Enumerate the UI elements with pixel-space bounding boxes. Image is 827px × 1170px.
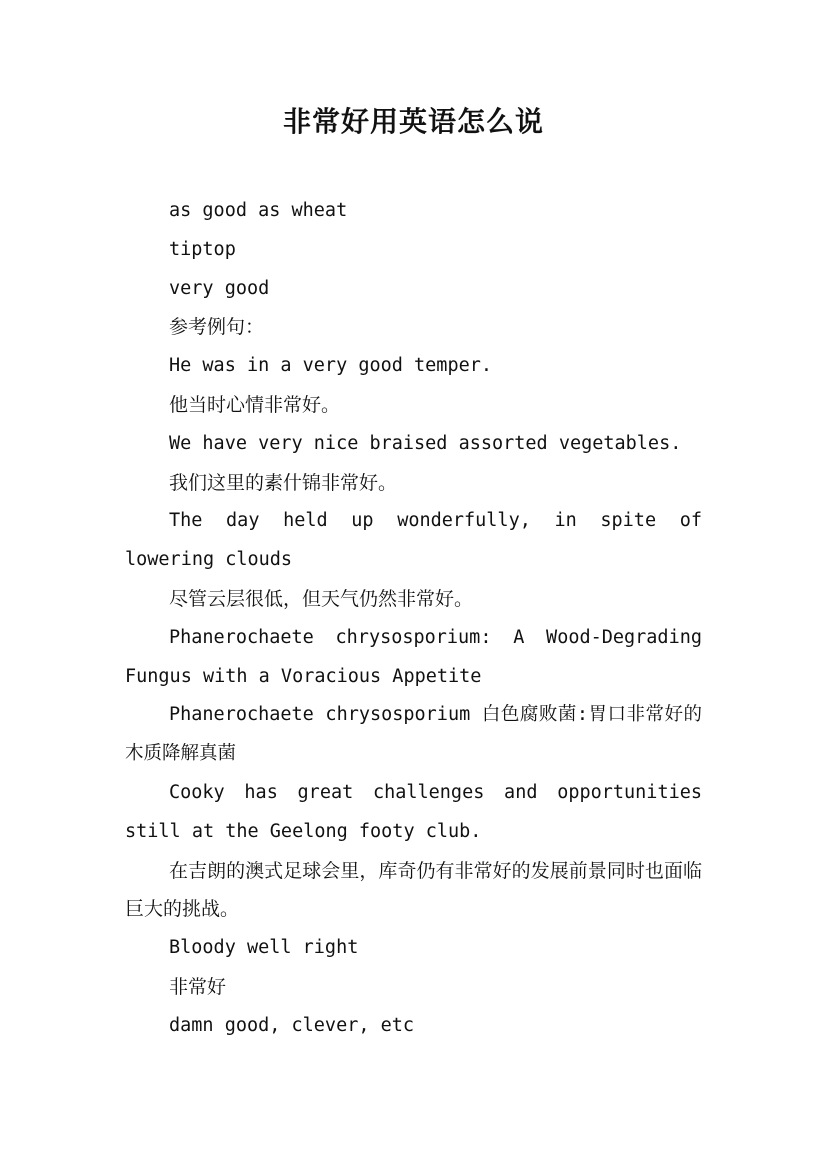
paragraph-12: Phanerochaete chrysosporium 白色腐败菌:胃口非常好的木质降解真菌 (125, 704, 702, 765)
paragraph-2: tiptop (169, 238, 236, 260)
paragraph-15: Bloody well right (169, 937, 359, 959)
document-body (125, 192, 702, 1046)
paragraph-7: We have very nice braised assorted vegetables. (169, 432, 682, 454)
paragraph-16: 非常好 (169, 975, 227, 998)
paragraph-10: 尽管云层很低，但天气仍然非常好。 (169, 587, 474, 610)
paragraph-17: damn good, clever, etc (169, 1014, 415, 1036)
document-title: 非常好用英语怎么说 (282, 105, 544, 138)
paragraph-13: Cooky has great challenges and opportunities still at the Geelong footy club. (125, 781, 702, 842)
paragraph-11: Phanerochaete chrysosporium: A Wood-Degrading Fungus with a Voracious Appetite (125, 626, 702, 687)
paragraph-6: 他当时心情非常好。 (169, 393, 341, 416)
paragraph-9: The day held up wonderfully, in spite of lowering clouds (125, 510, 702, 571)
paragraph-4: 参考例句： (169, 316, 265, 339)
paragraph-5: He was in a very good temper. (169, 355, 493, 377)
paragraph-3: very good (169, 277, 270, 299)
paragraph-8: 我们这里的素什锦非常好。 (169, 471, 398, 494)
paragraph-14: 在吉朗的澳式足球会里，库奇仍有非常好的发展前景同时也面临巨大的挑战。 (125, 859, 702, 921)
paragraph-1: as good as wheat (169, 200, 348, 221)
